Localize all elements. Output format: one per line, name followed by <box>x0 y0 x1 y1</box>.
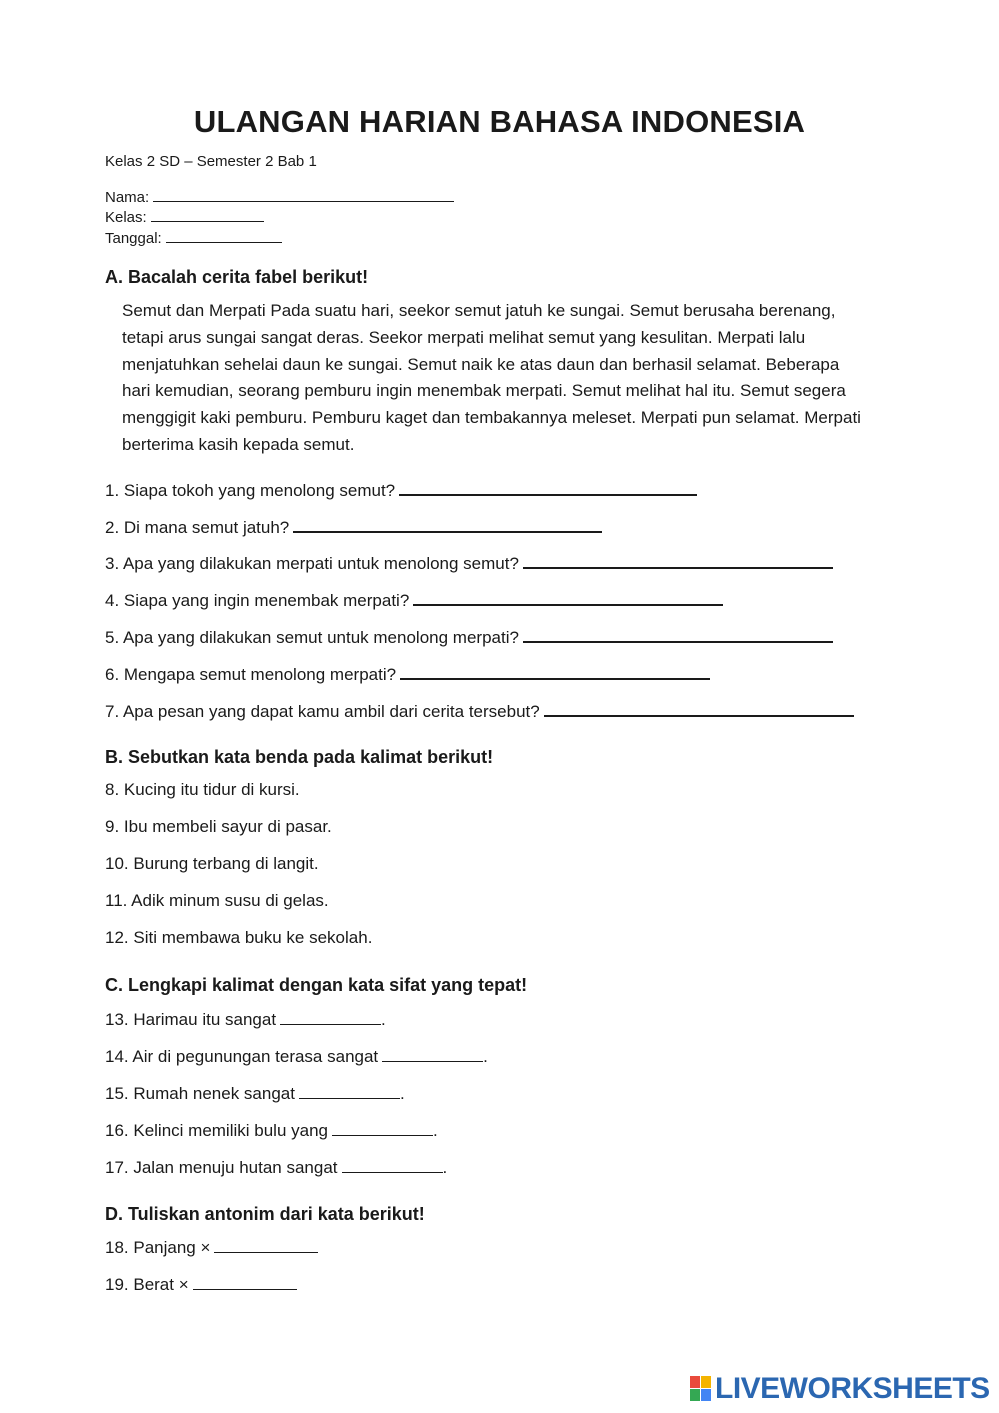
question-8: 8. Kucing itu tidur di kursi. <box>105 780 300 799</box>
question-text: 6. Mengapa semut menolong merpati? <box>105 665 397 684</box>
question-text: 2. Di mana semut jatuh? <box>105 518 290 537</box>
end-punct: . <box>483 1047 488 1066</box>
question-9: 9. Ibu membeli sayur di pasar. <box>105 817 332 836</box>
nama-label: Nama: <box>105 189 150 206</box>
question-text: 3. Apa yang dilakukan merpati untuk menolong semut? <box>105 554 519 573</box>
section-d-heading: D. Tuliskan antonim dari kata berikut! <box>105 1204 425 1224</box>
answer-line[interactable] <box>382 1046 483 1062</box>
kelas-label: Kelas: <box>105 209 147 226</box>
answer-line[interactable] <box>280 1009 381 1025</box>
answer-line[interactable] <box>214 1237 318 1253</box>
question-text: 5. Apa yang dilakukan semut untuk menolong merpati? <box>105 628 519 647</box>
question-4 <box>105 589 723 611</box>
answer-line[interactable] <box>293 516 602 533</box>
section-a-heading: A. Bacalah cerita fabel berikut! <box>105 267 369 287</box>
section-c-heading: C. Lengkapi kalimat dengan kata sifat yang tepat! <box>105 975 528 995</box>
answer-line[interactable] <box>523 626 833 643</box>
question-3 <box>105 552 833 574</box>
question-text: 15. Rumah nenek sangat <box>105 1084 295 1103</box>
question-text: 1. Siapa tokoh yang menolong semut? <box>105 481 396 500</box>
question-10: 10. Burung terbang di langit. <box>105 854 319 873</box>
fable-story: Semut dan Merpati Pada suatu hari, seekor semut jatuh ke sungai. Semut berusaha berenang, tetapi arus sungai sangat deras. Seekor merpati melihat semut yang kesulitan. Merpati lalu menjatuhkan sehelai daun ke sungai. Semut naik ke atas daun dan berhasil selamat. Beberapa hari kemudian, seorang pemburu ingin menembak merpati. Semut melihat hal itu. Semut segera menggigit kaki pemburu. Pemburu kaget dan tembakannya meleset. Merpati pun selamat. Merpati berterima kasih kepada semut. <box>122 301 861 454</box>
question-14 <box>105 1046 488 1067</box>
answer-line[interactable] <box>544 700 854 717</box>
answer-line[interactable] <box>523 552 833 569</box>
tanggal-field <box>105 227 282 249</box>
question-15 <box>105 1083 405 1104</box>
end-punct: . <box>433 1121 438 1140</box>
question-16 <box>105 1120 438 1141</box>
question-11: 11. Adik minum susu di gelas. <box>105 891 329 910</box>
answer-line[interactable] <box>193 1274 297 1290</box>
question-5 <box>105 626 833 648</box>
end-punct: . <box>442 1158 448 1177</box>
question-text: 4. Siapa yang ingin menembak merpati? <box>105 591 410 610</box>
question-17 <box>105 1157 447 1178</box>
section-b-heading: B. Sebutkan kata benda pada kalimat berikut! <box>105 747 494 767</box>
question-text: 18. Panjang × <box>105 1238 211 1257</box>
question-12: 12. Siti membawa buku ke sekolah. <box>105 928 373 947</box>
question-18 <box>105 1237 318 1258</box>
liveworksheets-mark-icon <box>690 1376 712 1402</box>
question-text: 19. Berat × <box>105 1275 189 1294</box>
question-text: 7. Apa pesan yang dapat kamu ambil dari cerita tersebut? <box>105 702 540 721</box>
kelas-input-line[interactable] <box>151 206 264 222</box>
question-1 <box>105 479 697 501</box>
answer-line[interactable] <box>400 663 710 680</box>
question-2 <box>105 516 602 538</box>
question-7 <box>105 700 854 722</box>
end-punct: . <box>399 1084 405 1103</box>
tanggal-input-line[interactable] <box>166 227 282 243</box>
answer-line[interactable] <box>399 479 697 496</box>
page-title: ULANGAN HARIAN BAHASA INDONESIA <box>193 104 806 139</box>
answer-line[interactable] <box>413 589 723 606</box>
question-text: 14. Air di pegunungan terasa sangat <box>105 1047 379 1066</box>
nama-field <box>105 186 454 208</box>
subtitle: Kelas 2 SD – Semester 2 Bab 1 <box>105 153 317 170</box>
question-text: 13. Harimau itu sangat <box>105 1010 277 1029</box>
answer-line[interactable] <box>342 1157 443 1173</box>
end-punct: . <box>381 1010 386 1029</box>
nama-input-line[interactable] <box>153 186 454 202</box>
answer-line[interactable] <box>332 1120 433 1136</box>
question-13 <box>105 1009 386 1030</box>
kelas-field <box>105 206 264 228</box>
question-text: 17. Jalan menuju hutan sangat <box>105 1158 338 1177</box>
logo-text: LIVEWORKSHEETS <box>715 1372 990 1405</box>
question-text: 16. Kelinci memiliki bulu yang <box>105 1121 328 1140</box>
liveworksheets-logo <box>690 1372 990 1406</box>
question-19 <box>105 1274 297 1295</box>
tanggal-label: Tanggal: <box>105 230 162 247</box>
question-6 <box>105 663 710 685</box>
answer-line[interactable] <box>299 1083 400 1099</box>
